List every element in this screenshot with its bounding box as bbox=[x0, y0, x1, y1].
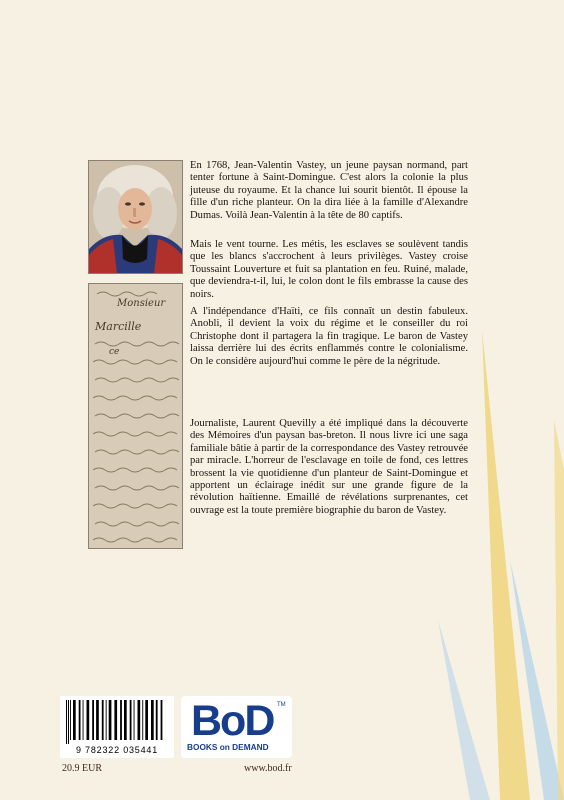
manuscript-line-3: ce bbox=[109, 347, 120, 357]
blurb-paragraph-1: En 1768, Jean-Valentin Vastey, un jeune paysan normand, part tenter fortune à Saint-Domingue. C'est alors la colonie la plus juteuse du royaume. Et la chance lui sourit bientôt. Il épouse la fille d'un riche planteur. On la dira liée à la famille d'Alexandre Dumas. Voilà Jean-Valentin à la tête de 80 captifs. bbox=[190, 160, 468, 221]
manuscript-line-2: Marcille bbox=[95, 320, 142, 333]
publisher-website: www.bod.fr bbox=[244, 763, 292, 774]
barcode-bars bbox=[64, 700, 170, 744]
publisher-logo-text: BoD bbox=[191, 697, 274, 745]
publisher-tagline: BOOKS on DEMAND bbox=[187, 742, 269, 752]
blurb-paragraph-3: A l'indépendance d'Haïti, ce fils connaît un destin fabuleux. Anobli, il devient la voix du régime et le conseiller du roi Christophe dont il partagera la fin tragique. Le baron de Vastey laissa derrière lui des écrits enflammés contre le colonialisme. On le considère aujourd'hui comme le père de la négritude. bbox=[190, 306, 468, 367]
isbn-barcode bbox=[60, 696, 174, 758]
manuscript-line-1: Monsieur bbox=[117, 298, 166, 309]
trademark-icon: TM bbox=[277, 702, 286, 708]
blurb-paragraph-2: Mais le vent tourne. Les métis, les esclaves se soulèvent tandis que les blancs s'accrochent à leurs privilèges. Vastey croise Toussaint Louverture et fuit sa plantation en feu. Ruiné, malade, que deviendra-t-il, lui, le colon dont le fils embrasse la cause des noirs. bbox=[190, 239, 468, 300]
author-bio-paragraph: Journaliste, Laurent Quevilly a été impliqué dans la découverte des Mémoires d'un paysan bas-breton. Il nous livre ici une saga familiale bâtie à partir de la correspondance des Vastey retrouvée par miracle. L'horreur de l'esclavage en toile de fond, ces lettres brossent la vie quotidienne d'un planteur de Saint-Domingue et apportent un éclairage inédit sur une grande figure de la révolution haïtienne. Emaillé de révélations surprenantes, cet ouvrage est la toute première biographie du baron de Vastey. bbox=[190, 418, 468, 516]
publisher-logo bbox=[181, 696, 292, 758]
manuscript-image bbox=[88, 283, 183, 549]
isbn-number: 9 782322 035441 bbox=[75, 745, 159, 755]
price-label: 20.9 EUR bbox=[62, 763, 102, 774]
portrait-image bbox=[88, 160, 183, 274]
